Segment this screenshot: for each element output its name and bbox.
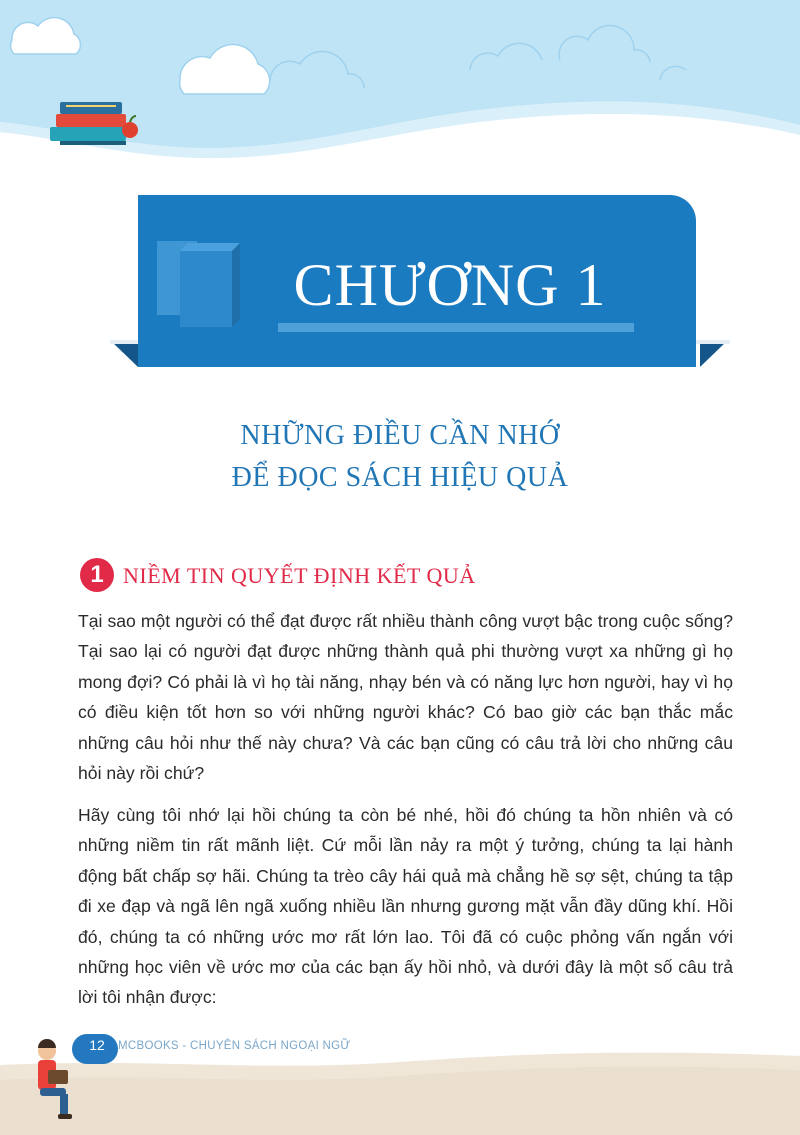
footer-illustration	[0, 1010, 800, 1135]
chapter-subtitle-line1: NHỮNG ĐIỀU CẦN NHỚ	[240, 420, 560, 451]
section-number-badge: 1	[80, 558, 114, 592]
chapter-title: CHƯƠNG 1	[293, 252, 607, 318]
body-paragraph-2: Hãy cùng tôi nhớ lại hồi chúng ta còn bé nhé, hồi đó chúng ta hồn nhiên và có những niềm tin rất mãnh liệt. Cứ mỗi lần nảy ra một ý tưởng, chúng ta lại hành động bất chấp sợ hãi. Chúng ta trèo cây hái quả mà chẳng hề sợ sệt, chúng ta tập đi xe đạp và ngã lên ngã xuống nhiều lần nhưng gương mặt vẫn đầy dũng khí. Hồi đó, chúng ta có những ước mơ rất lớn lao. Tôi đã có cuộc phỏng vấn ngắn với những học viên về ước mơ của các bạn ấy hồi nhỏ, và dưới đây là một số câu trả lời tôi nhận được:	[78, 805, 733, 1008]
body-paragraph-1: Tại sao một người có thể đạt được rất nhiều thành công vượt bậc trong cuộc sống? Tại sao lại có người đạt được những thành quả phi thường vượt xa những gì họ mong đợi? Có phải là vì họ tài năng, nhạy bén và có năng lực hơn người, hay vì họ có điều kiện tốt hơn so với những người khác? Có bao giờ các bạn thắc mắc những câu hỏi như thế này chưa? Và các bạn cũng có câu trả lời cho những câu hỏi này rồi chứ?	[78, 611, 733, 784]
section-title: NIỀM TIN QUYẾT ĐỊNH KẾT QUẢ	[123, 563, 476, 588]
header-sky-illustration	[0, 0, 800, 175]
books-icon	[157, 241, 240, 327]
footer-brand: MCBOOKS - CHUYÊN SÁCH NGOẠI NGỮ	[118, 1040, 351, 1052]
chapter-subtitle-line2: ĐỂ ĐỌC SÁCH HIỆU QUẢ	[231, 462, 569, 493]
page-number: 12	[89, 1037, 105, 1053]
